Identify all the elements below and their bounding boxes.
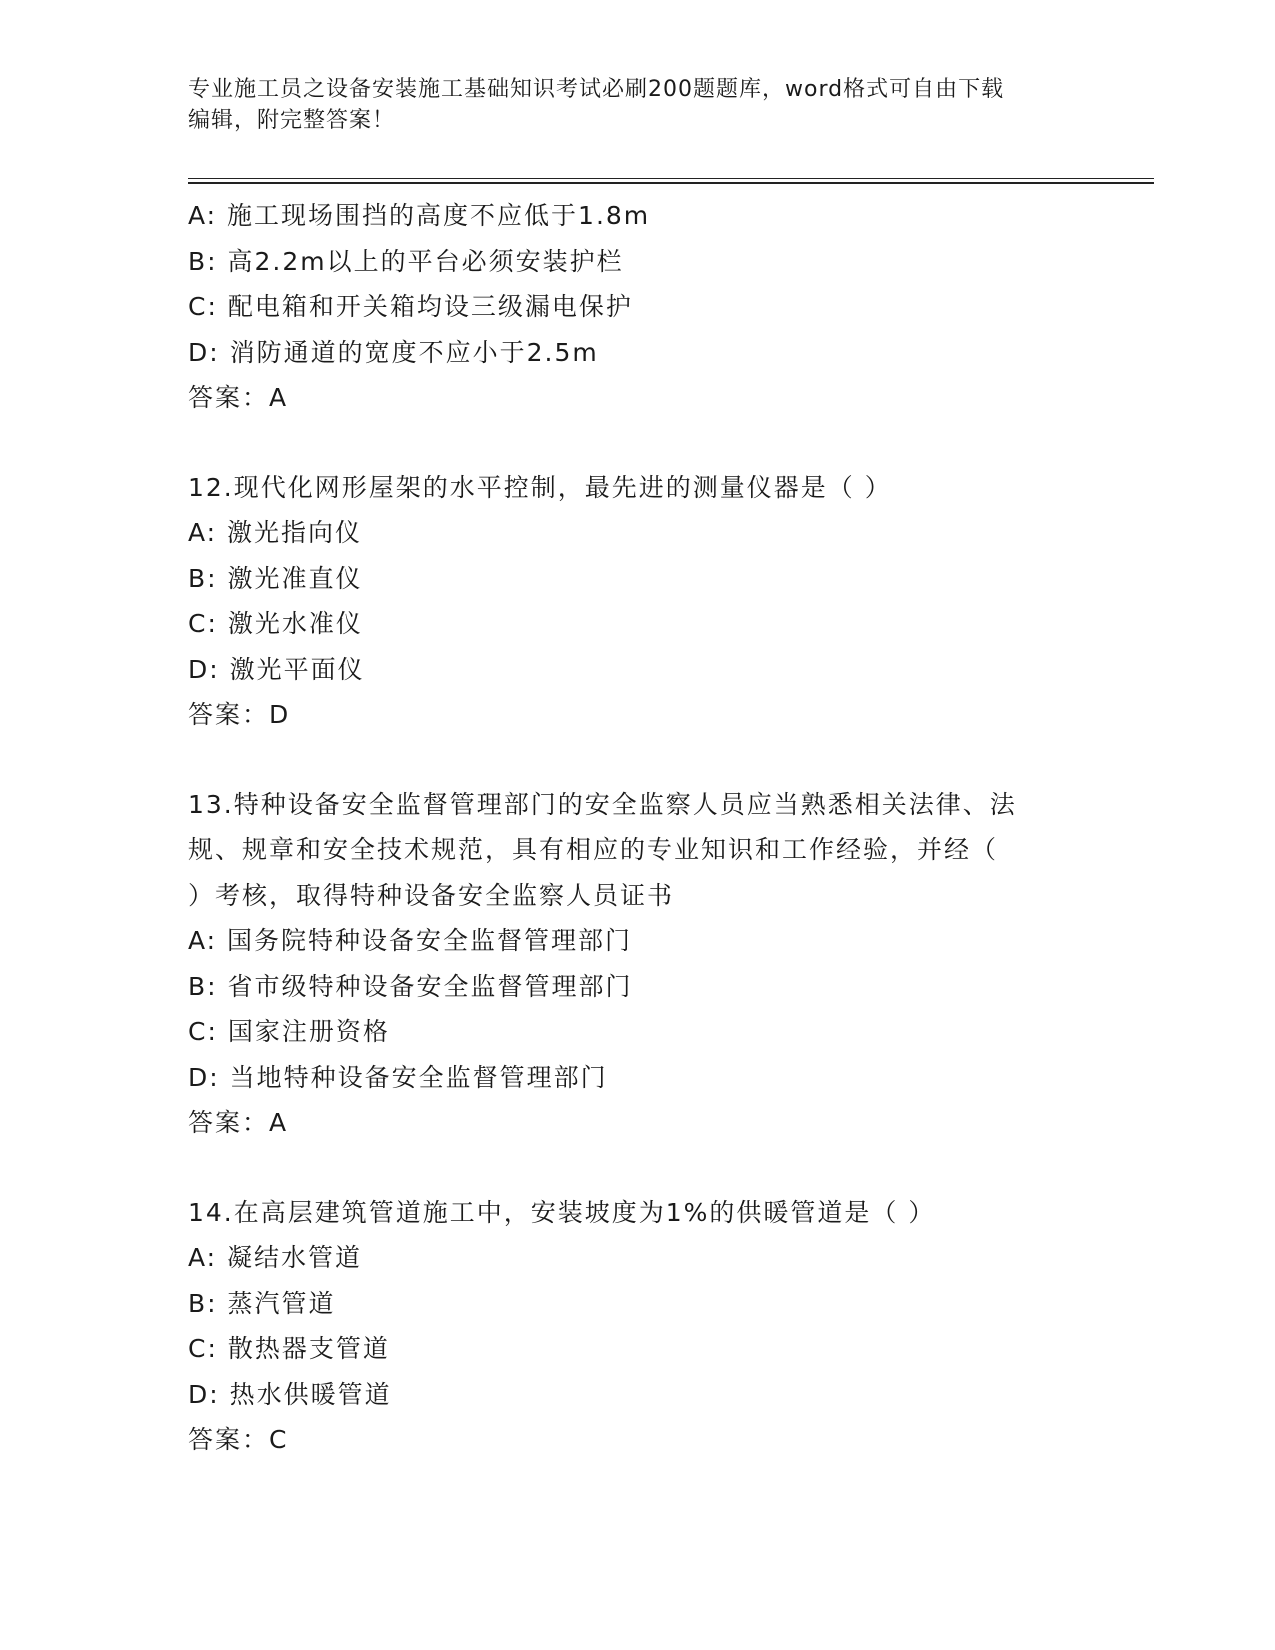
question-stem: 14.在高层建筑管道施工中，安装坡度为1%的供暖管道是（ ） (188, 1197, 936, 1227)
question-stem-line-2: 规、规章和安全技术规范，具有相应的专业知识和工作经验，并经（ (188, 835, 999, 864)
answer-line: 答案：A (188, 383, 289, 412)
option-a: A: 激光指向仪 (188, 518, 363, 547)
option-c: C: 配电箱和开关箱均设三级漏电保护 (188, 292, 633, 321)
option-a: A: 凝结水管道 (188, 1243, 363, 1272)
question-11 (188, 193, 1088, 421)
option-d: D: 当地特种设备安全监督管理部门 (188, 1062, 608, 1092)
option-d: D: 热水供暖管道 (188, 1379, 392, 1409)
question-13 (188, 782, 1088, 1146)
question-14 (188, 1190, 1088, 1463)
option-c: C: 激光水准仪 (188, 609, 363, 638)
option-b: B: 高2.2m以上的平台必须安装护栏 (188, 246, 624, 276)
option-a: A: 施工现场围挡的高度不应低于1.8m (188, 201, 651, 230)
header-divider-thin (188, 178, 1154, 179)
question-12 (188, 465, 1088, 738)
option-d: D: 消防通道的宽度不应小于2.5m (188, 337, 599, 367)
document-header (188, 74, 1078, 136)
answer-line: 答案：C (188, 1425, 289, 1454)
option-c: C: 散热器支管道 (188, 1334, 390, 1363)
option-c: C: 国家注册资格 (188, 1017, 390, 1046)
question-list (188, 193, 1088, 1463)
option-a: A: 国务院特种设备安全监督管理部门 (188, 926, 633, 955)
answer-line: 答案：A (188, 1108, 289, 1137)
header-line-2: 编辑，附完整答案！ (188, 108, 396, 133)
option-b: B: 省市级特种设备安全监督管理部门 (188, 971, 633, 1001)
question-stem-line-3: ）考核，取得特种设备安全监察人员证书 (188, 880, 675, 910)
option-b: B: 蒸汽管道 (188, 1288, 336, 1318)
question-stem: 12.现代化网形屋架的水平控制，最先进的测量仪器是（ ） (188, 472, 892, 502)
question-stem-line-1: 13.特种设备安全监督管理部门的安全监察人员应当熟悉相关法律、法 (188, 789, 1017, 819)
option-b: B: 激光准直仪 (188, 563, 363, 593)
answer-line: 答案：D (188, 700, 291, 729)
option-d: D: 激光平面仪 (188, 654, 365, 684)
header-line-1: 专业施工员之设备安装施工基础知识考试必刷200题题库，word格式可自由下载 (188, 77, 1005, 102)
header-divider-thick (188, 182, 1154, 184)
